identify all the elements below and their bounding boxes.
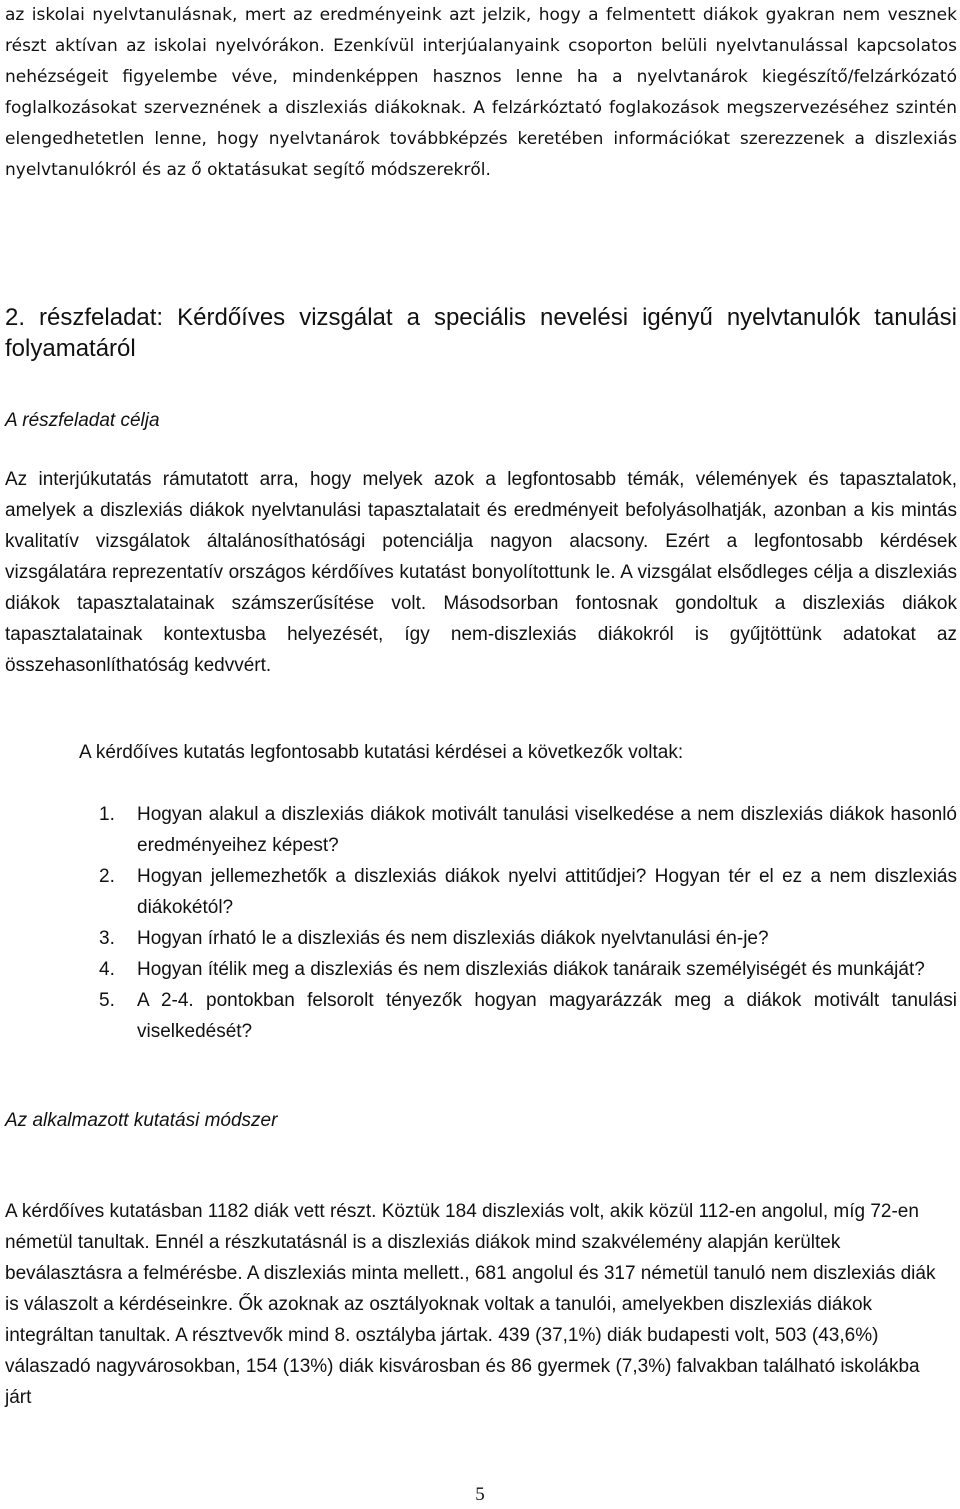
list-item-number: 1. bbox=[99, 804, 115, 825]
list-item bbox=[0, 985, 957, 1047]
list-item-text: Hogyan ítélik meg a diszlexiás és nem diszlexiás diákok tanáraik személyiségét és munkáját? bbox=[137, 959, 925, 980]
list-item bbox=[0, 954, 957, 985]
list-item-number: 3. bbox=[99, 928, 115, 949]
list-item-number: 2. bbox=[99, 866, 115, 887]
purpose-subheading: A részfeladat célja bbox=[5, 410, 160, 431]
purpose-paragraph: Az interjúkutatás rámutatott arra, hogy melyek azok a legfontosabb témák, vélemények és tapasztalatok, amelyek a diszlexiás diákok nyelvtanulási tapasztalatait és eredményeit befolyásolhatják, azonban a kis mintás kvalitatív vizsgálatok általánosíthatósági potenciálja nagyon alacsony. Ezért a legfontosabb kérdések vizsgálatára reprezentatív országos kérdőíves kutatást bonyolítottunk le. A vizsgálat elsődleges célja a diszlexiás diákok tapasztalatainak számszerűsítése volt. Másodsorban fontosnak gondoltuk a diszlexiás diákok tapasztalatainak kontextusba helyezését, így nem-diszlexiás diákokról is gyűjtöttünk adatokat az összehasonlíthatóság kedvvért. bbox=[5, 469, 957, 676]
method-paragraph: A kérdőíves kutatásban 1182 diák vett részt. Köztük 184 diszlexiás volt, akik közül 112-en angolul, míg 72-en németül tanultak. Ennél a részkutatásnál is a diszlexiás diákok mind szakvélemény alapján kerültek beválasztásra a felmérésbe. A diszlexiás minta mellett., 681 angolul és 317 németül tanuló nem diszlexiás diák is válaszolt a kérdéseinkre. Ők azoknak az osztályoknak voltak a tanulói, amelyekben diszlexiás diákok integráltan tanultak. A résztvevők mind 8. osztályba jártak. 439 (37,1%) diák budapesti volt, 503 (43,6%) válaszadó nagyvárosokban, 154 (13%) diák kisvárosban és 86 gyermek (7,3%) falvakban található iskolákba járt bbox=[5, 1201, 936, 1408]
list-item-text: Hogyan jellemezhetők a diszlexiás diákok nyelvi attitűdjei? Hogyan tér el ez a nem diszlexiás diákokétól? bbox=[137, 866, 957, 918]
list-item-number: 5. bbox=[99, 990, 115, 1011]
list-item-text: Hogyan írható le a diszlexiás és nem diszlexiás diákok nyelvtanulási én-je? bbox=[137, 928, 769, 949]
research-questions-intro: A kérdőíves kutatás legfontosabb kutatási kérdései a következők voltak: bbox=[79, 742, 684, 763]
list-item-text: A 2-4. pontokban felsorolt tényezők hogyan magyarázzák meg a diákok motivált tanulási viselkedését? bbox=[137, 990, 957, 1042]
list-item-text: Hogyan alakul a diszlexiás diákok motivált tanulási viselkedése a nem diszlexiás diákok hasonló eredményeihez képest? bbox=[137, 804, 957, 856]
intro-paragraph: az iskolai nyelvtanulásnak, mert az eredményeink azt jelzik, hogy a felmentett diákok gyakran nem vesznek részt aktívan az iskolai nyelvórákon. Ezenkívül interjúalanyaink csoporton belüli nyelvtanulással kapcsolatos nehézségeit figyelembe véve, mindenképpen hasznos lenne ha a nyelvtanárok kiegészítő/felzárkózató foglalkozásokat szerveznének a diszlexiás diákoknak. A felzárkóztató foglakozások megszervezéséhez szintén elengedhetetlen lenne, hogy nyelvtanárok továbbképzés keretében információkat szerezzenek a diszlexiás nyelvtanulókról és az ő oktatásukat segítő módszerekről. bbox=[5, 5, 957, 180]
page-number: 5 bbox=[475, 1484, 485, 1505]
research-questions-list bbox=[0, 799, 960, 1047]
list-item bbox=[0, 799, 957, 861]
list-item-number: 4. bbox=[99, 959, 115, 980]
section-heading: 2. részfeladat: Kérdőíves vizsgálat a speciális nevelési igényű nyelvtanulók tanulási folyamatáról bbox=[5, 304, 957, 362]
list-item bbox=[0, 861, 957, 923]
list-item bbox=[0, 923, 957, 954]
method-subheading: Az alkalmazott kutatási módszer bbox=[5, 1110, 278, 1131]
